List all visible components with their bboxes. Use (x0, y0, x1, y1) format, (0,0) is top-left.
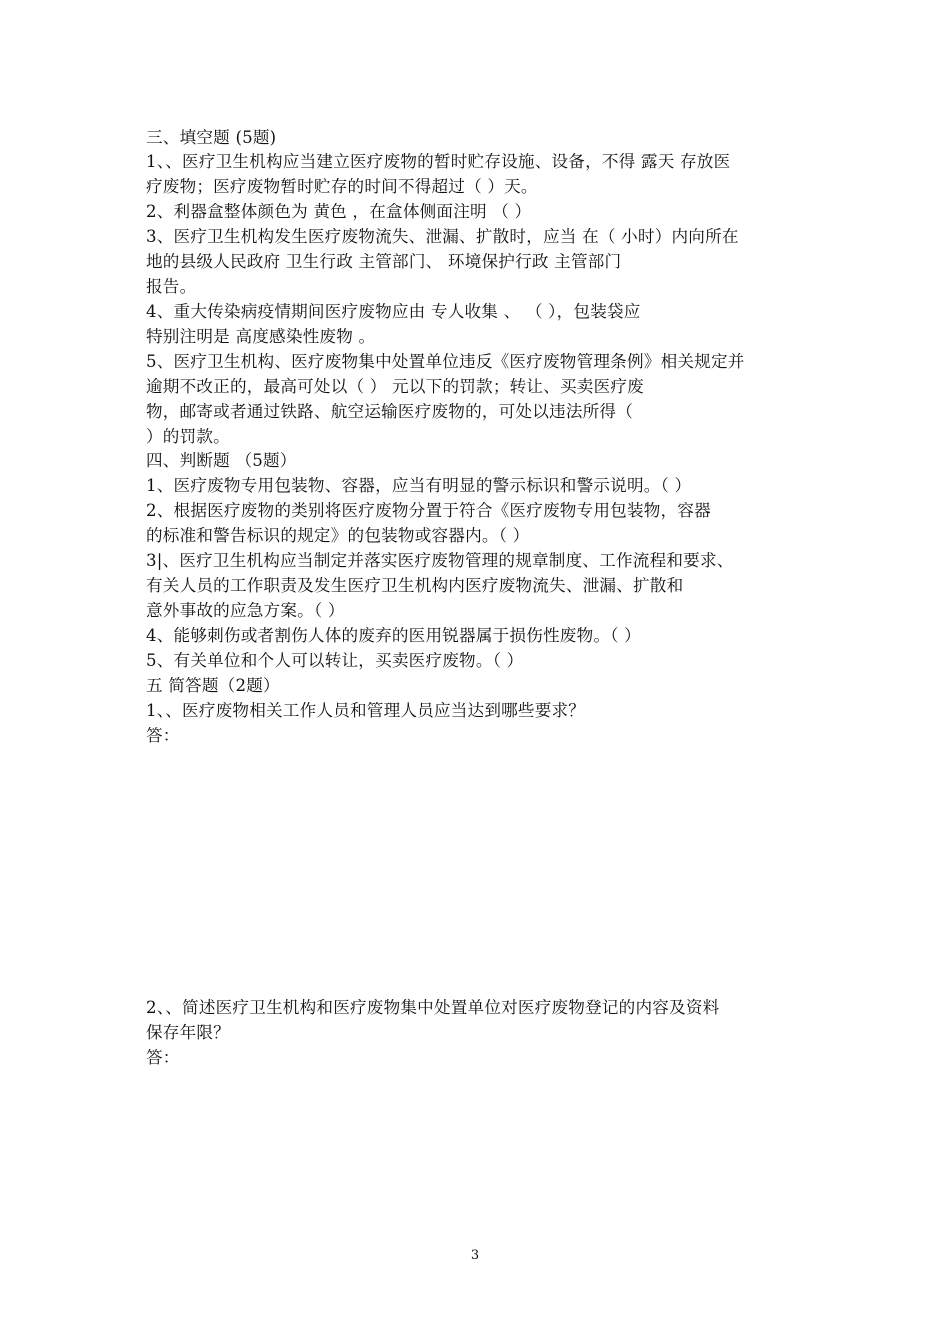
fill-blank-q5-line2: 逾期不改正的，最高可处以（ ） 元以下的罚款；转让、买卖医疗废 (146, 377, 644, 396)
short-answer-q1-line1: 1、、医疗废物相关工作人员和管理人员应当达到哪些要求？ (146, 701, 586, 720)
true-false-q3-line3: 意外事故的应急方案。（ ） (146, 601, 345, 620)
true-false-q4-line1: 4、能够刺伤或者割伤人体的废弃的医用锐器属于损伤性废物。（ ） (146, 626, 641, 645)
short-answer-q2-answer-label: 答： (146, 1048, 180, 1067)
fill-blank-q4-line1: 4、重大传染病疫情期间医疗废物应由 专人收集 、 （ ），包装袋应 (146, 302, 641, 321)
true-false-q5-line1: 5、有关单位和个人可以转让，买卖医疗废物。（ ） (146, 651, 524, 670)
fill-blank-q5-line3: 物，邮寄或者通过铁路、航空运输医疗废物的，可处以违法所得（ (146, 402, 634, 421)
fill-blank-q3-line1: 3、医疗卫生机构发生医疗废物流失、泄漏、扩散时，应当 在（ 小时）内向所在 (146, 227, 739, 246)
section5-heading: 五 简答题（2题） (146, 676, 280, 695)
fill-blank-q2-line1: 2、利器盒整体颜色为 黄色 ，在盒体侧面注明 （ ） (146, 202, 532, 221)
fill-blank-q3-line3: 报告。 (146, 277, 197, 296)
fill-blank-q1-line2: 疗废物；医疗废物暂时贮存的时间不得超过（ ）天。 (146, 177, 538, 196)
fill-blank-q3-line2: 地的县级人民政府 卫生行政 主管部门、 环境保护行政 主管部门 (146, 252, 622, 271)
fill-blank-q5-line1: 5、医疗卫生机构、医疗废物集中处置单位违反《医疗废物管理条例》相关规定并 (146, 352, 745, 371)
short-answer-q1-answer-label: 答： (146, 726, 180, 745)
true-false-q3-line2: 有关人员的工作职责及发生医疗卫生机构内医疗废物流失、泄漏、扩散和 (146, 576, 684, 595)
true-false-q2-line1: 2、根据医疗废物的类别将医疗废物分置于符合《医疗废物专用包装物，容器 (146, 501, 711, 520)
short-answer-q2-line1: 2、、简述医疗卫生机构和医疗废物集中处置单位对医疗废物登记的内容及资料 (146, 998, 720, 1017)
true-false-q3-line1: 3|、医疗卫生机构应当制定并落实医疗废物管理的规章制度、工作流程和要求、 (146, 551, 734, 570)
section4-heading: 四、判断题 （5题） (146, 451, 297, 470)
true-false-q2-line2: 的标准和警告标识的规定》的包装物或容器内。（ ） (146, 526, 530, 545)
fill-blank-q5-line4: ）的罚款。 (146, 427, 230, 446)
section3-heading: 三、填空题 (5题) (146, 128, 277, 147)
true-false-q1-line1: 1、医疗废物专用包装物、容器，应当有明显的警示标识和警示说明。（ ） (146, 476, 692, 495)
fill-blank-q1-line1: 1、、医疗卫生机构应当建立医疗废物的暂时贮存设施、设备，不得 露天 存放医 (146, 152, 731, 171)
page-number: 3 (470, 1248, 480, 1263)
short-answer-q2-line2: 保存年限？ (146, 1023, 230, 1042)
fill-blank-q4-line2: 特别注明是 高度感染性废物 。 (146, 327, 376, 346)
